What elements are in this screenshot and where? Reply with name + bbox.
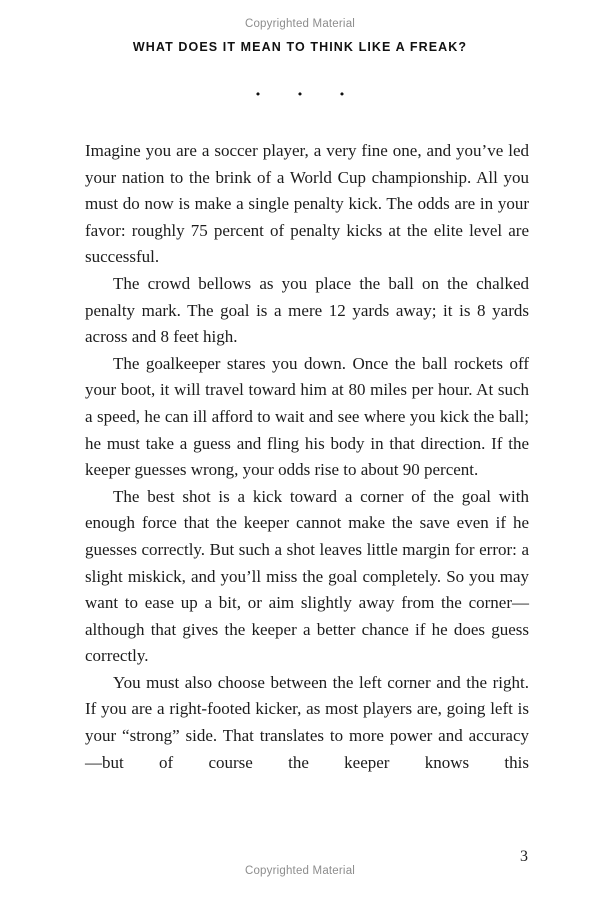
body-text (85, 138, 529, 776)
copyright-notice-top: Copyrighted Material (244, 18, 356, 30)
page-number: 3 (520, 848, 528, 865)
body-paragraph: The best shot is a kick toward a corner of the goal with enough force that the keeper cannot make the save even if he guesses correctly. But such a shot leaves little margin for error: a slight miskick, and you’ll miss the goal completely. So you may want to ease up a bit, or aim slightly away from the corner—although that gives the keeper a better chance if he does guess correctly. (85, 486, 529, 666)
chapter-title: WHAT DOES IT MEAN TO THINK LIKE A FREAK? (132, 40, 468, 54)
copyright-notice-bottom: Copyrighted Material (244, 865, 356, 877)
body-paragraph: The crowd bellows as you place the ball on the chalked penalty mark. The goal is a mere 12 yards away; it is 8 yards across and 8 feet high. (85, 273, 529, 347)
section-break-dots: • • • (254, 88, 362, 101)
body-paragraph: You must also choose between the left corner and the right. If you are a right-footed kicker, as most players are, going left is your “strong” side. That translates to more power and accuracy—but of course the keeper knows this (85, 672, 529, 772)
body-paragraph: The goalkeeper stares you down. Once the ball rockets off your boot, it will travel toward him at 80 miles per hour. At such a speed, he can ill afford to wait and see where you kick the ball; he must take a guess and fling his body in that direction. If the keeper guesses wrong, your odds rise to about 90 percent. (85, 353, 529, 480)
body-paragraph: Imagine you are a soccer player, a very fine one, and you’ve led your nation to the brink of a World Cup championship. All you must do now is make a single penalty kick. The odds are in your favor: roughly 75 percent of penalty kicks at the elite level are successful. (85, 141, 529, 267)
